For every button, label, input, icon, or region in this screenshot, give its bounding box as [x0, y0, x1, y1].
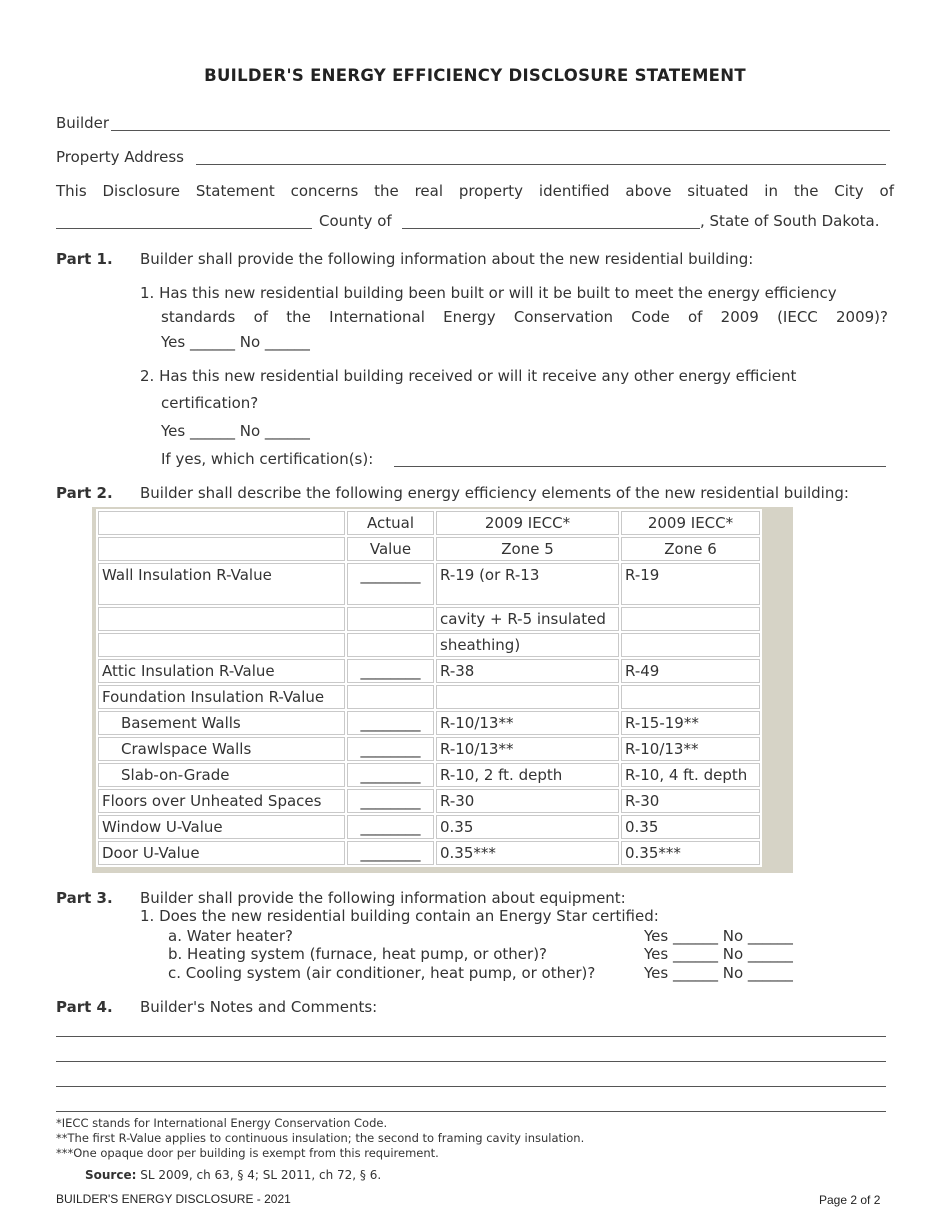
- zone5-cell: R-38: [436, 659, 619, 683]
- table-row: [98, 685, 760, 709]
- part1-label: Part 1.: [56, 250, 113, 268]
- element-name-cell: Floors over Unheated Spaces: [98, 789, 345, 813]
- element-name-cell: [98, 633, 345, 657]
- part1-q2-line2: certification?: [161, 394, 259, 412]
- table-header-cell: Value: [347, 537, 434, 561]
- element-name-cell: Slab-on-Grade: [98, 763, 345, 787]
- part3-item-b-yesno[interactable]: Yes ______ No ______: [644, 945, 793, 963]
- notes-line[interactable]: [56, 1036, 886, 1037]
- zone5-cell: [436, 685, 619, 709]
- part3-item-b: b. Heating system (furnace, heat pump, or other)?: [168, 945, 548, 963]
- table-header-cell: Zone 6: [621, 537, 760, 561]
- footnote-2: **The first R-Value applies to continuous insulation; the second to framing cavity insulation.: [56, 1131, 585, 1145]
- zone6-cell: 0.35: [621, 815, 760, 839]
- table-header-cell: [98, 537, 345, 561]
- document-title: BUILDER'S ENERGY EFFICIENCY DISCLOSURE STATEMENT: [204, 66, 746, 85]
- part3-item-c-yesno[interactable]: Yes ______ No ______: [644, 964, 793, 982]
- zone6-cell: R-15-19**: [621, 711, 760, 735]
- notes-line[interactable]: [56, 1061, 886, 1062]
- footer-form-name: BUILDER'S ENERGY DISCLOSURE - 2021: [56, 1192, 291, 1206]
- property-address-field[interactable]: [196, 164, 886, 165]
- part1-q1-line2: standards of the International Energy Conservation Code of 2009 (IECC 2009)?: [161, 308, 888, 326]
- zone5-cell: R-30: [436, 789, 619, 813]
- actual-value-cell[interactable]: ________: [347, 563, 434, 605]
- part1-q2-which-label: If yes, which certification(s):: [161, 450, 374, 468]
- zone6-cell: [621, 607, 760, 631]
- table-row: [98, 737, 760, 761]
- zone5-cell: cavity + R-5 insulated: [436, 607, 619, 631]
- element-name-cell: Window U-Value: [98, 815, 345, 839]
- actual-value-cell[interactable]: ________: [347, 841, 434, 865]
- zone5-cell: sheathing): [436, 633, 619, 657]
- notes-line[interactable]: [56, 1111, 886, 1112]
- table-row: [98, 815, 760, 839]
- part1-text: Builder shall provide the following information about the new residential building:: [140, 250, 754, 268]
- intro-line: This Disclosure Statement concerns the real property identified above situated in the City of: [56, 182, 894, 200]
- builder-label: Builder: [56, 114, 110, 132]
- actual-value-cell[interactable]: [347, 607, 434, 631]
- footnote-3: ***One opaque door per building is exempt from this requirement.: [56, 1146, 439, 1160]
- property-address-label: Property Address: [56, 148, 184, 166]
- part2-text: Builder shall describe the following energy efficiency elements of the new residential building:: [140, 484, 849, 502]
- element-name-cell: Foundation Insulation R-Value: [98, 685, 345, 709]
- table-header-row: [98, 511, 760, 535]
- zone6-cell: [621, 633, 760, 657]
- zone5-cell: 0.35: [436, 815, 619, 839]
- table-header-cell: Zone 5: [436, 537, 619, 561]
- source-text: SL 2009, ch 63, § 4; SL 2011, ch 72, § 6.: [136, 1168, 382, 1182]
- table-row: [98, 563, 760, 605]
- table-row: [98, 659, 760, 683]
- source-citation: [85, 1168, 381, 1182]
- table-row: [98, 763, 760, 787]
- zone6-cell: R-30: [621, 789, 760, 813]
- zone6-cell: R-10/13**: [621, 737, 760, 761]
- actual-value-cell[interactable]: ________: [347, 789, 434, 813]
- state-text: , State of South Dakota.: [700, 212, 880, 230]
- part3-text: Builder shall provide the following information about equipment:: [140, 889, 626, 907]
- table-header-cell: Actual: [347, 511, 434, 535]
- zone6-cell: 0.35***: [621, 841, 760, 865]
- notes-line[interactable]: [56, 1086, 886, 1087]
- element-name-cell: Basement Walls: [98, 711, 345, 735]
- actual-value-cell[interactable]: ________: [347, 711, 434, 735]
- actual-value-cell[interactable]: [347, 685, 434, 709]
- zone5-cell: R-10/13**: [436, 711, 619, 735]
- table-row: [98, 633, 760, 657]
- part1-q2-yesno[interactable]: Yes ______ No ______: [161, 422, 310, 440]
- footer-page-number: Page 2 of 2: [819, 1193, 881, 1207]
- actual-value-cell[interactable]: [347, 633, 434, 657]
- zone5-cell: R-10/13**: [436, 737, 619, 761]
- table-row: [98, 789, 760, 813]
- zone6-cell: [621, 685, 760, 709]
- part3-label: Part 3.: [56, 889, 113, 907]
- element-name-cell: [98, 607, 345, 631]
- actual-value-cell[interactable]: ________: [347, 815, 434, 839]
- table-header-cell: 2009 IECC*: [436, 511, 619, 535]
- certification-field[interactable]: [394, 466, 886, 467]
- table-row: [98, 841, 760, 865]
- part2-label: Part 2.: [56, 484, 113, 502]
- footnote-1: *IECC stands for International Energy Conservation Code.: [56, 1116, 388, 1130]
- part3-q1: 1. Does the new residential building contain an Energy Star certified:: [140, 907, 659, 925]
- zone6-cell: R-49: [621, 659, 760, 683]
- zone5-cell: R-10, 2 ft. depth: [436, 763, 619, 787]
- part3-item-a-yesno[interactable]: Yes ______ No ______: [644, 927, 793, 945]
- actual-value-cell[interactable]: ________: [347, 763, 434, 787]
- table-header-row: [98, 537, 760, 561]
- element-name-cell: Wall Insulation R-Value: [98, 563, 345, 605]
- energy-elements-table: [92, 507, 793, 873]
- source-label: Source:: [85, 1168, 137, 1182]
- zone5-cell: 0.35***: [436, 841, 619, 865]
- county-label: County of: [319, 212, 392, 230]
- table-header-cell: [98, 511, 345, 535]
- table-header-cell: 2009 IECC*: [621, 511, 760, 535]
- element-name-cell: Crawlspace Walls: [98, 737, 345, 761]
- zone6-cell: R-19: [621, 563, 760, 605]
- table-row: [98, 711, 760, 735]
- table-row: [98, 607, 760, 631]
- element-name-cell: Attic Insulation R-Value: [98, 659, 345, 683]
- part4-text: Builder's Notes and Comments:: [140, 998, 378, 1016]
- actual-value-cell[interactable]: ________: [347, 659, 434, 683]
- county-field[interactable]: [402, 228, 700, 229]
- zone5-cell: R-19 (or R-13: [436, 563, 619, 605]
- part3-item-c: c. Cooling system (air conditioner, heat pump, or other)?: [168, 964, 596, 982]
- part1-q2-line1: 2. Has this new residential building received or will it receive any other energy efficient: [140, 367, 797, 385]
- element-name-cell: Door U-Value: [98, 841, 345, 865]
- part1-q1-line1: 1. Has this new residential building been built or will it be built to meet the energy efficiency: [140, 284, 837, 302]
- part3-item-a: a. Water heater?: [168, 927, 294, 945]
- city-field[interactable]: [56, 228, 312, 229]
- part1-q1-yesno[interactable]: Yes ______ No ______: [161, 333, 310, 351]
- zone6-cell: R-10, 4 ft. depth: [621, 763, 760, 787]
- actual-value-cell[interactable]: ________: [347, 737, 434, 761]
- part4-label: Part 4.: [56, 998, 113, 1016]
- builder-field[interactable]: [111, 130, 890, 131]
